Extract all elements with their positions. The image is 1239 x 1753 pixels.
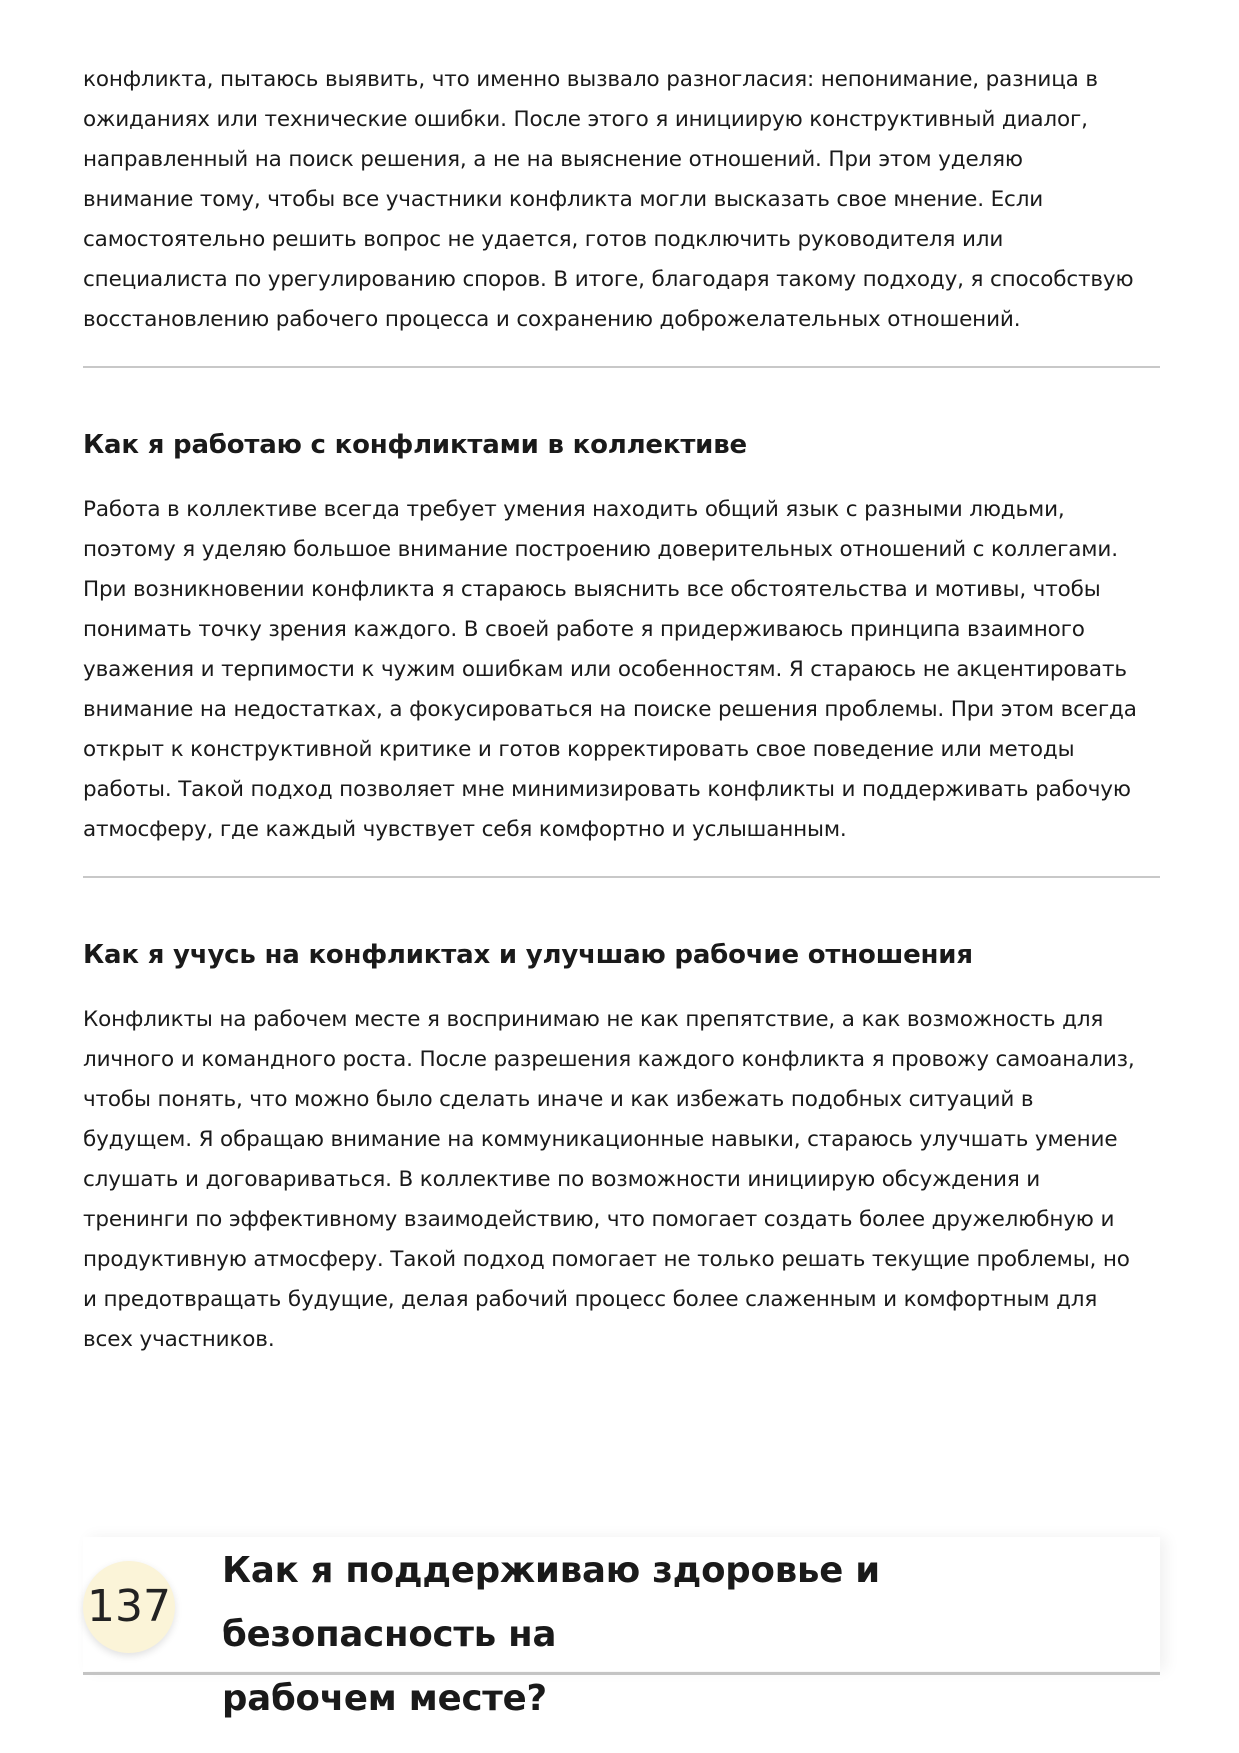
question-number-badge: 137 bbox=[83, 1561, 175, 1653]
intro-paragraph: конфликта, пытаюсь выявить, что именно вызвало разногласия: непонимание, разница в ожиданиях или технические ошибки. После этого я инициирую конструктивный диалог, направленный на поиск решения, а не на выяснение отношений. При этом уделяю внимание тому, чтобы все участники конфликта могли высказать свое мнение. Если самостоятельно решить вопрос не удается, готов подключить руководителя или специалиста по урегулированию споров. В итоге, благодаря такому подходу, я способствую восстановлению рабочего процесса и сохранению доброжелательных отношений. bbox=[83, 67, 1134, 332]
section-heading-teamwork: Как я работаю с конфликтами в коллективе bbox=[83, 430, 747, 460]
section-divider bbox=[83, 876, 1160, 878]
page-content bbox=[83, 60, 1160, 1360]
section-heading-learning: Как я учусь на конфликтах и улучшаю рабочие отношения bbox=[83, 940, 973, 970]
section-divider bbox=[83, 366, 1160, 368]
section-paragraph-learning: Конфликты на рабочем месте я воспринимаю не как препятствие, а как возможность для личного и командного роста. После разрешения каждого конфликта я провожу самоанализ, чтобы понять, что можно было сделать иначе и как избежать подобных ситуаций в будущем. Я обращаю внимание на коммуникационные навыки, стараюсь улучшать умение слушать и договариваться. В коллективе по возможности инициирую обсуждения и тренинги по эффективному взаимодействию, что помогает создать более дружелюбную и продуктивную атмосферу. Такой подход помогает не только решать текущие проблемы, но и предотвращать будущие, делая рабочий процесс более слаженным и комфортным для всех участников. bbox=[83, 1007, 1135, 1352]
section-paragraph-teamwork: Работа в коллективе всегда требует умения находить общий язык с разными людьми, поэтому я уделяю большое внимание построению доверительных отношений с коллегами. При возникновении конфликта я стараюсь выяснить все обстоятельства и мотивы, чтобы понимать точку зрения каждого. В своей работе я придерживаюсь принципа взаимного уважения и терпимости к чужим ошибкам или особенностям. Я стараюсь не акцентировать внимание на недостатках, а фокусироваться на поиске решения проблемы. При этом всегда открыт к конструктивной критике и готов корректировать свое поведение или методы работы. Такой подход позволяет мне минимизировать конфликты и поддерживать рабочую атмосферу, где каждый чувствует себя комфортно и услышанным. bbox=[83, 497, 1137, 842]
question-block bbox=[83, 1537, 1160, 1719]
question-underline bbox=[83, 1672, 1160, 1675]
question-title: Как я поддерживаю здоровье и безопасность на рабочем месте? bbox=[222, 1550, 880, 1719]
